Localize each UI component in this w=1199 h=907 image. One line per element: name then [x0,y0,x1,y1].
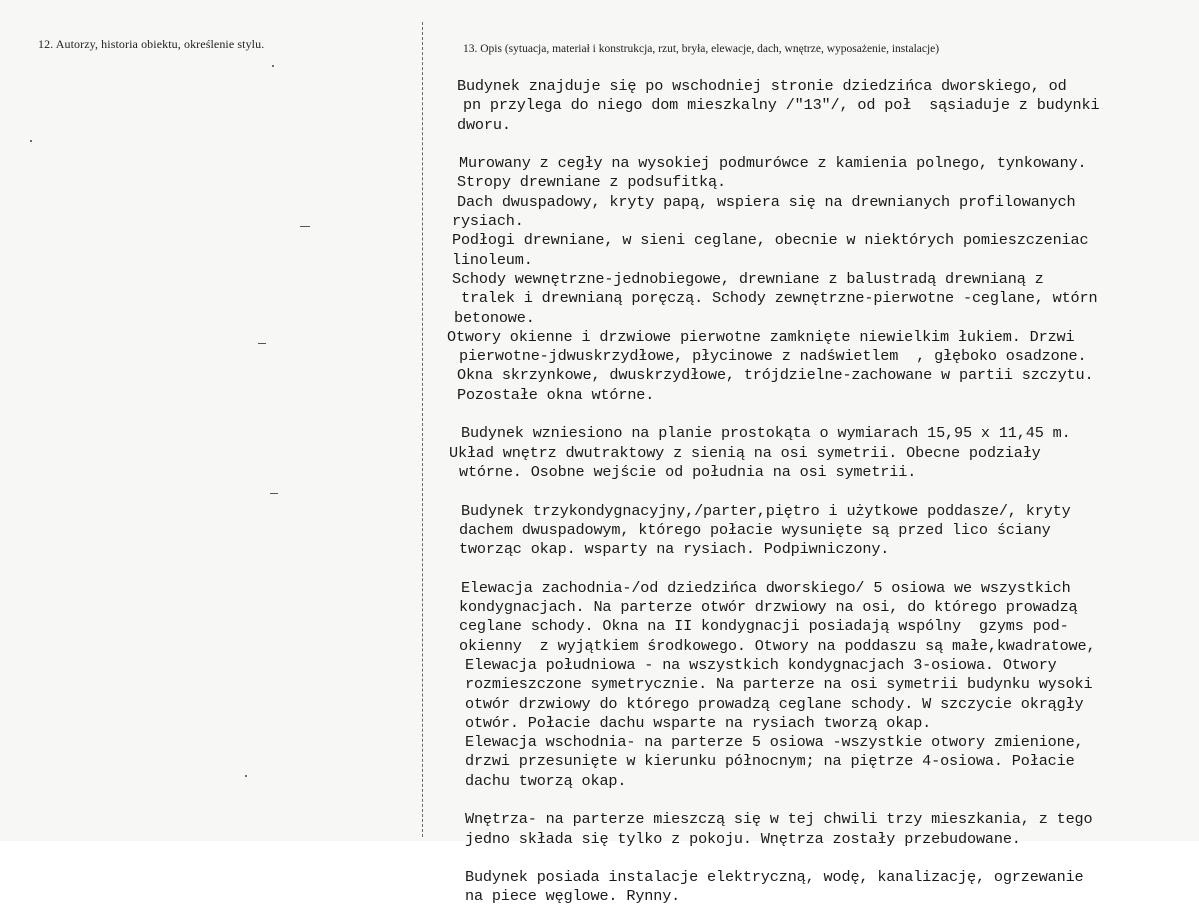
text-line: Elewacja wschodnia- na parterze 5 osiowa -wszystkie otwory zmienione, [465,733,1084,752]
paragraph-materials [447,154,1197,405]
text-line: pn przylega do niego dom mieszkalny /"13"/, od poł sąsiaduje z budynki [463,96,1100,115]
left-column [0,0,422,841]
text-line: drzwi przesunięte w kierunku północnym; na piętrze 4-osiowa. Połacie [465,752,1075,771]
scan-mark [270,493,278,494]
text-line: ceglane schody. Okna na II kondygnacji posiadają wspólny gzyms pod- [459,617,1069,636]
text-line: Otwory okienne i drzwiowe pierwotne zamknięte niewielkim łukiem. Drzwi [447,327,1075,346]
text-line: Budynek znajduje się po wschodniej stronie dziedzińca dworskiego, od [457,77,1067,95]
text-line: Budynek trzykondygnacyjny,/parter,piętro i użytkowe poddasze/, kryty [461,501,1071,520]
text-line: okienny z wyjątkiem środkowego. Otwory na poddaszu są małe,kwadratowe, [459,636,1096,655]
paragraph-installations [457,868,1197,907]
text-line: kondygnacjach. Na parterze otwór drzwiowy na osi, do którego prowadzą [459,598,1078,617]
scan-speck [272,65,274,67]
scan-mark [258,343,266,344]
text-line: Budynek posiada instalacje elektryczną, wodę, kanalizację, ogrzewanie [465,868,1084,887]
text-line: Podłogi drewniane, w sieni ceglane, obecnie w niektórych pomieszczeniac [452,231,1089,250]
section-12-header: 12. Autorzy, historia obiektu, określenie stylu. [38,37,265,51]
text-line: betonowe. [454,308,535,327]
text-line: na piece węglowe. Rynny. [465,887,681,906]
text-line: jedno składa się tylko z pokoju. Wnętrza zostały przebudowane. [465,829,1021,848]
text-line: linoleum. [452,250,533,269]
text-line: dworu. [457,115,511,134]
text-line: dachu tworzą okap. [465,771,627,790]
text-line: Stropy drewniane z podsufitką. [457,173,726,192]
paragraph-elevations [457,579,1197,791]
right-column [423,0,1199,906]
text-line: tralek i drewnianą poręczą. Schody zewnętrzne-pierwotne -ceglane, wtórn [461,289,1098,308]
text-line: tworząc okap. wsparty na rysiach. Podpiwniczony. [459,540,890,559]
text-line: wtórne. Osobne wejście od południa na osi symetrii. [459,462,917,481]
text-line: pierwotne-jdwuskrzydłowe, płycinowe z nadświetlem , głęboko osadzone. [459,347,1087,366]
text-line: Pozostałe okna wtórne. [457,385,655,404]
paragraph-location [457,77,1197,135]
text-line: otwór. Połacie dachu wsparte na rysiach tworzą okap. [465,713,932,732]
text-line: Elewacja południowa - na wszystkich kondygnacjach 3-osiowa. Otwory [465,655,1057,674]
text-line: Elewacja zachodnia-/od dziedzińca dworskiego/ 5 osiowa we wszystkich [461,578,1071,597]
description-text [447,77,1197,907]
paragraph-storeys [457,502,1197,560]
text-line: rysiach. [452,212,524,231]
text-line: Układ wnętrz dwutraktowy z sienią na osi symetrii. Obecne podziały [449,443,1041,462]
paragraph-interiors [457,810,1197,849]
text-line: Budynek wzniesiono na planie prostokąta o wymiarach 15,95 x 11,45 m. [461,424,1071,443]
scan-mark [300,226,310,227]
text-line: otwór drzwiowy do którego prowadzą ceglane schody. W szczycie okrągły [465,694,1084,713]
text-line: Wnętrza- na parterze mieszczą się w tej chwili trzy mieszkania, z tego [465,810,1093,829]
text-line: Schody wewnętrzne-jednobiegowe, drewniane z balustradą drewnianą z [452,269,1044,288]
text-line: Murowany z cegły na wysokiej podmurówce z kamienia polnego, tynkowany. [459,154,1087,173]
text-line: Dach dwuspadowy, kryty papą, wspiera się na drewnianych profilowanych [457,192,1076,211]
text-line: dachem dwuspadowym, którego połacie wysunięte są przed lico ściany [459,520,1051,539]
text-line: Okna skrzynkowe, dwuskrzydłowe, trójdzielne-zachowane w partii szczytu. [457,366,1094,385]
text-line: rozmieszczone symetrycznie. Na parterze na osi symetrii budynku wysoki [465,675,1093,694]
scan-speck [30,140,32,142]
scan-speck [245,775,247,777]
section-13-header: 13. Opis (sytuacja, materiał i konstrukcja, rzut, bryła, elewacje, dach, wnętrze, wyposażenie, instalacje) [463,43,940,55]
paragraph-plan [449,424,1197,482]
